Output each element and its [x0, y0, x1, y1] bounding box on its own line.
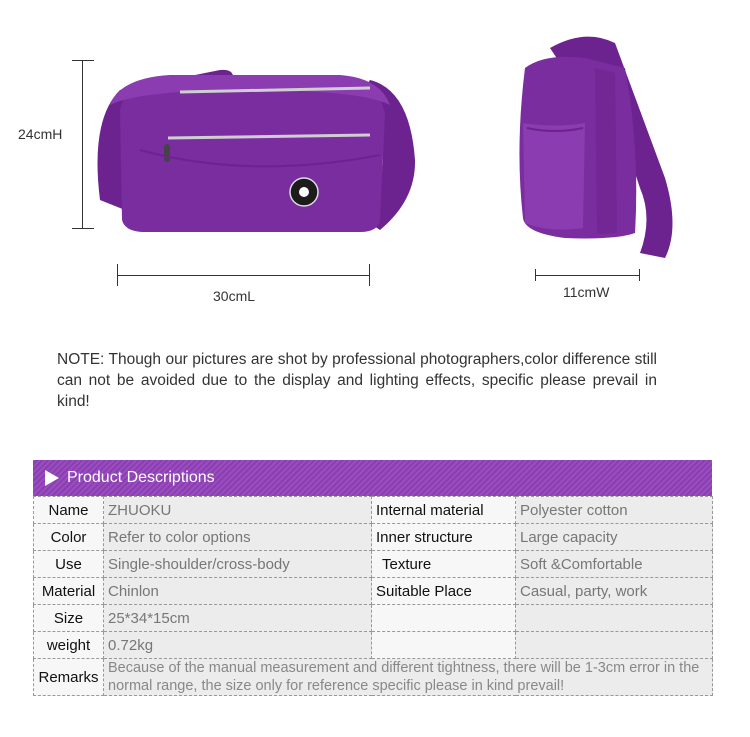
row-key: Inner structure: [372, 524, 516, 551]
height-tick-bottom: [72, 228, 94, 229]
row-value: ZHUOKU: [104, 497, 372, 524]
row-value: Single-shoulder/cross-body: [104, 551, 372, 578]
table-row: [34, 578, 713, 605]
length-label: 30cmL: [213, 288, 256, 304]
height-tick-top: [72, 60, 94, 61]
table-row: [34, 497, 713, 524]
row-key: Suitable Place: [372, 578, 516, 605]
remarks-label: Remarks: [34, 659, 104, 696]
width-tick-left: [535, 269, 536, 281]
row-key: Use: [34, 551, 104, 578]
table-row: [34, 551, 713, 578]
row-key: Texture: [372, 551, 516, 578]
row-value: 0.72kg: [104, 632, 372, 659]
row-value: Soft &Comfortable: [516, 551, 713, 578]
row-value: Large capacity: [516, 524, 713, 551]
bag-side-image: [505, 28, 690, 268]
width-tick-right: [639, 269, 640, 281]
row-value: Casual, party, work: [516, 578, 713, 605]
play-triangle-icon: [45, 470, 59, 486]
row-value: Chinlon: [104, 578, 372, 605]
row-key: Color: [34, 524, 104, 551]
table-row: [34, 524, 713, 551]
row-value: Polyester cotton: [516, 497, 713, 524]
height-label: 24cmH: [18, 126, 63, 142]
row-value: [516, 632, 713, 659]
row-key: Internal material: [372, 497, 516, 524]
table-row: [34, 605, 713, 632]
spec-table: [33, 496, 713, 696]
row-value: 25*34*15cm: [104, 605, 372, 632]
row-key: Size: [34, 605, 104, 632]
table-header: [33, 460, 712, 496]
row-key: weight: [34, 632, 104, 659]
width-line: [535, 275, 639, 276]
disclaimer-note: NOTE: Though our pictures are shot by professional photographers,color difference still can not be avoided due to the display and lighting effects, specific please prevail in kind!: [57, 351, 657, 410]
row-key: [372, 632, 516, 659]
height-line: [82, 60, 83, 228]
row-key: Material: [34, 578, 104, 605]
row-value: Refer to color options: [104, 524, 372, 551]
width-label: 11cmW: [563, 284, 610, 300]
length-tick-right: [369, 264, 370, 286]
row-key: [372, 605, 516, 632]
length-tick-left: [117, 264, 118, 286]
remarks-text: Because of the manual measurement and different tightness, there will be 1-3cm error in the normal range, the size only for reference specific please in kind prevail!: [104, 659, 713, 696]
table-row: [34, 632, 713, 659]
table-title: Product Descriptions: [67, 469, 215, 486]
product-descriptions-table: [33, 460, 712, 696]
length-line: [117, 275, 369, 276]
row-key: Name: [34, 497, 104, 524]
table-row-remarks: [34, 659, 713, 696]
bag-front-image: [80, 60, 420, 240]
row-value: [516, 605, 713, 632]
